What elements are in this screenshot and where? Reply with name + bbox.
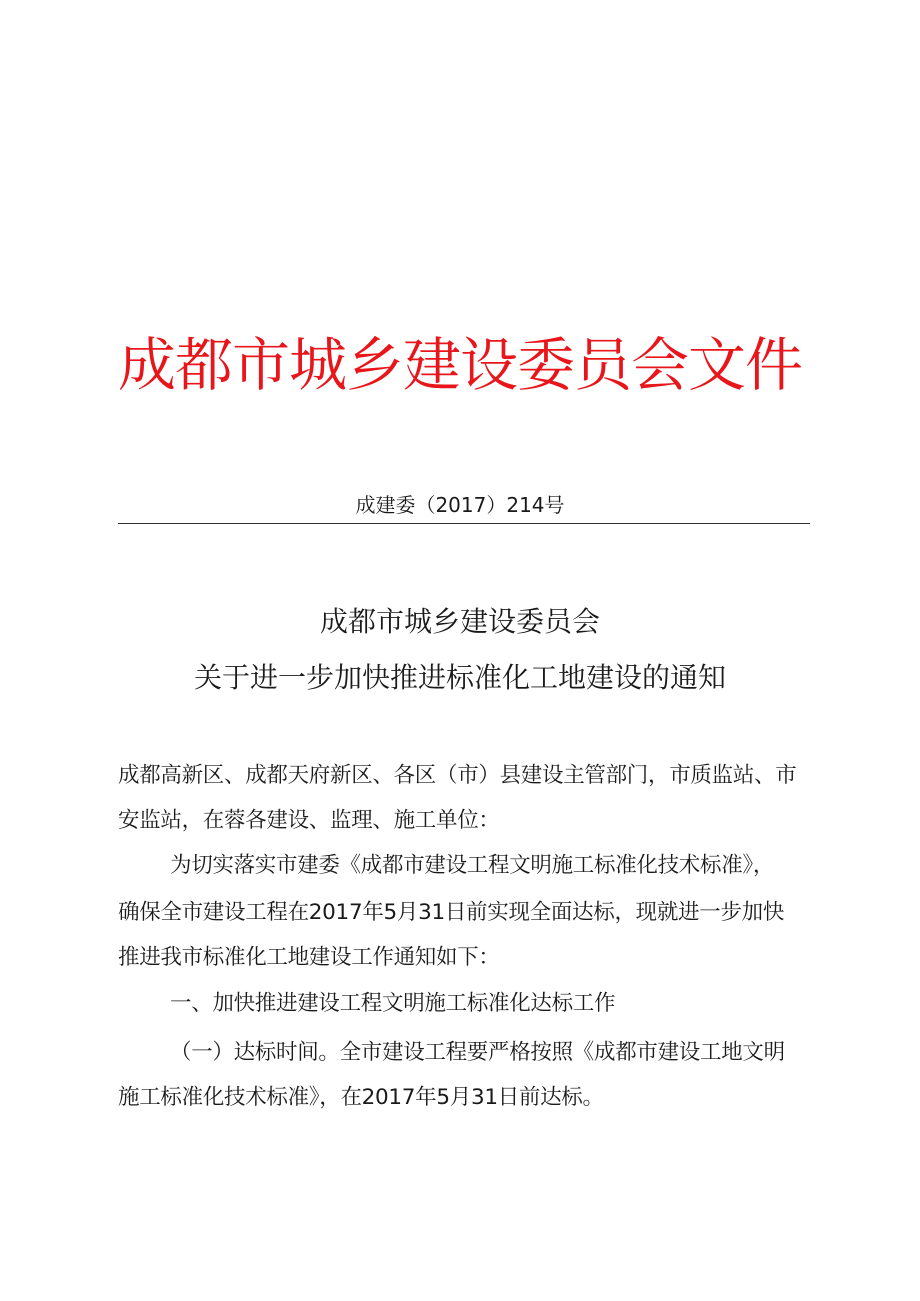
header-divider — [118, 523, 810, 524]
document-number: 成建委（2017）214号 — [355, 493, 565, 517]
paragraph-1-line-1: 为切实落实市建委《成都市建设工程文明施工标准化技术标准》， — [170, 853, 775, 878]
section-1-heading: 一、加快推进建设工程文明施工标准化达标工作 — [170, 991, 616, 1016]
paragraph-1-line-2: 确保全市建设工程在2017年5月31日前实现全面达标，现就进一步加快 — [118, 900, 785, 925]
addressee-line-1: 成都高新区、成都天府新区、各区（市）县建设主管部门，市质监站、市 — [118, 763, 797, 788]
document-title-line-2: 关于进一步加快推进标准化工地建设的通知 — [193, 661, 726, 694]
paragraph-1-line-3: 推进我市标准化工地建设工作通知如下： — [118, 945, 500, 970]
item-1-line-2: 施工标准化技术标准》，在2017年5月31日前达标。 — [118, 1085, 604, 1110]
document-title-line-1: 成都市城乡建设委员会 — [319, 605, 600, 638]
masthead-title: 成都市城乡建设委员会文件 — [117, 331, 802, 399]
item-1-line-1: （一）达标时间。全市建设工程要严格按照《成都市建设工地文明 — [170, 1040, 785, 1065]
addressee-line-2: 安监站，在蓉各建设、监理、施工单位： — [118, 808, 500, 833]
